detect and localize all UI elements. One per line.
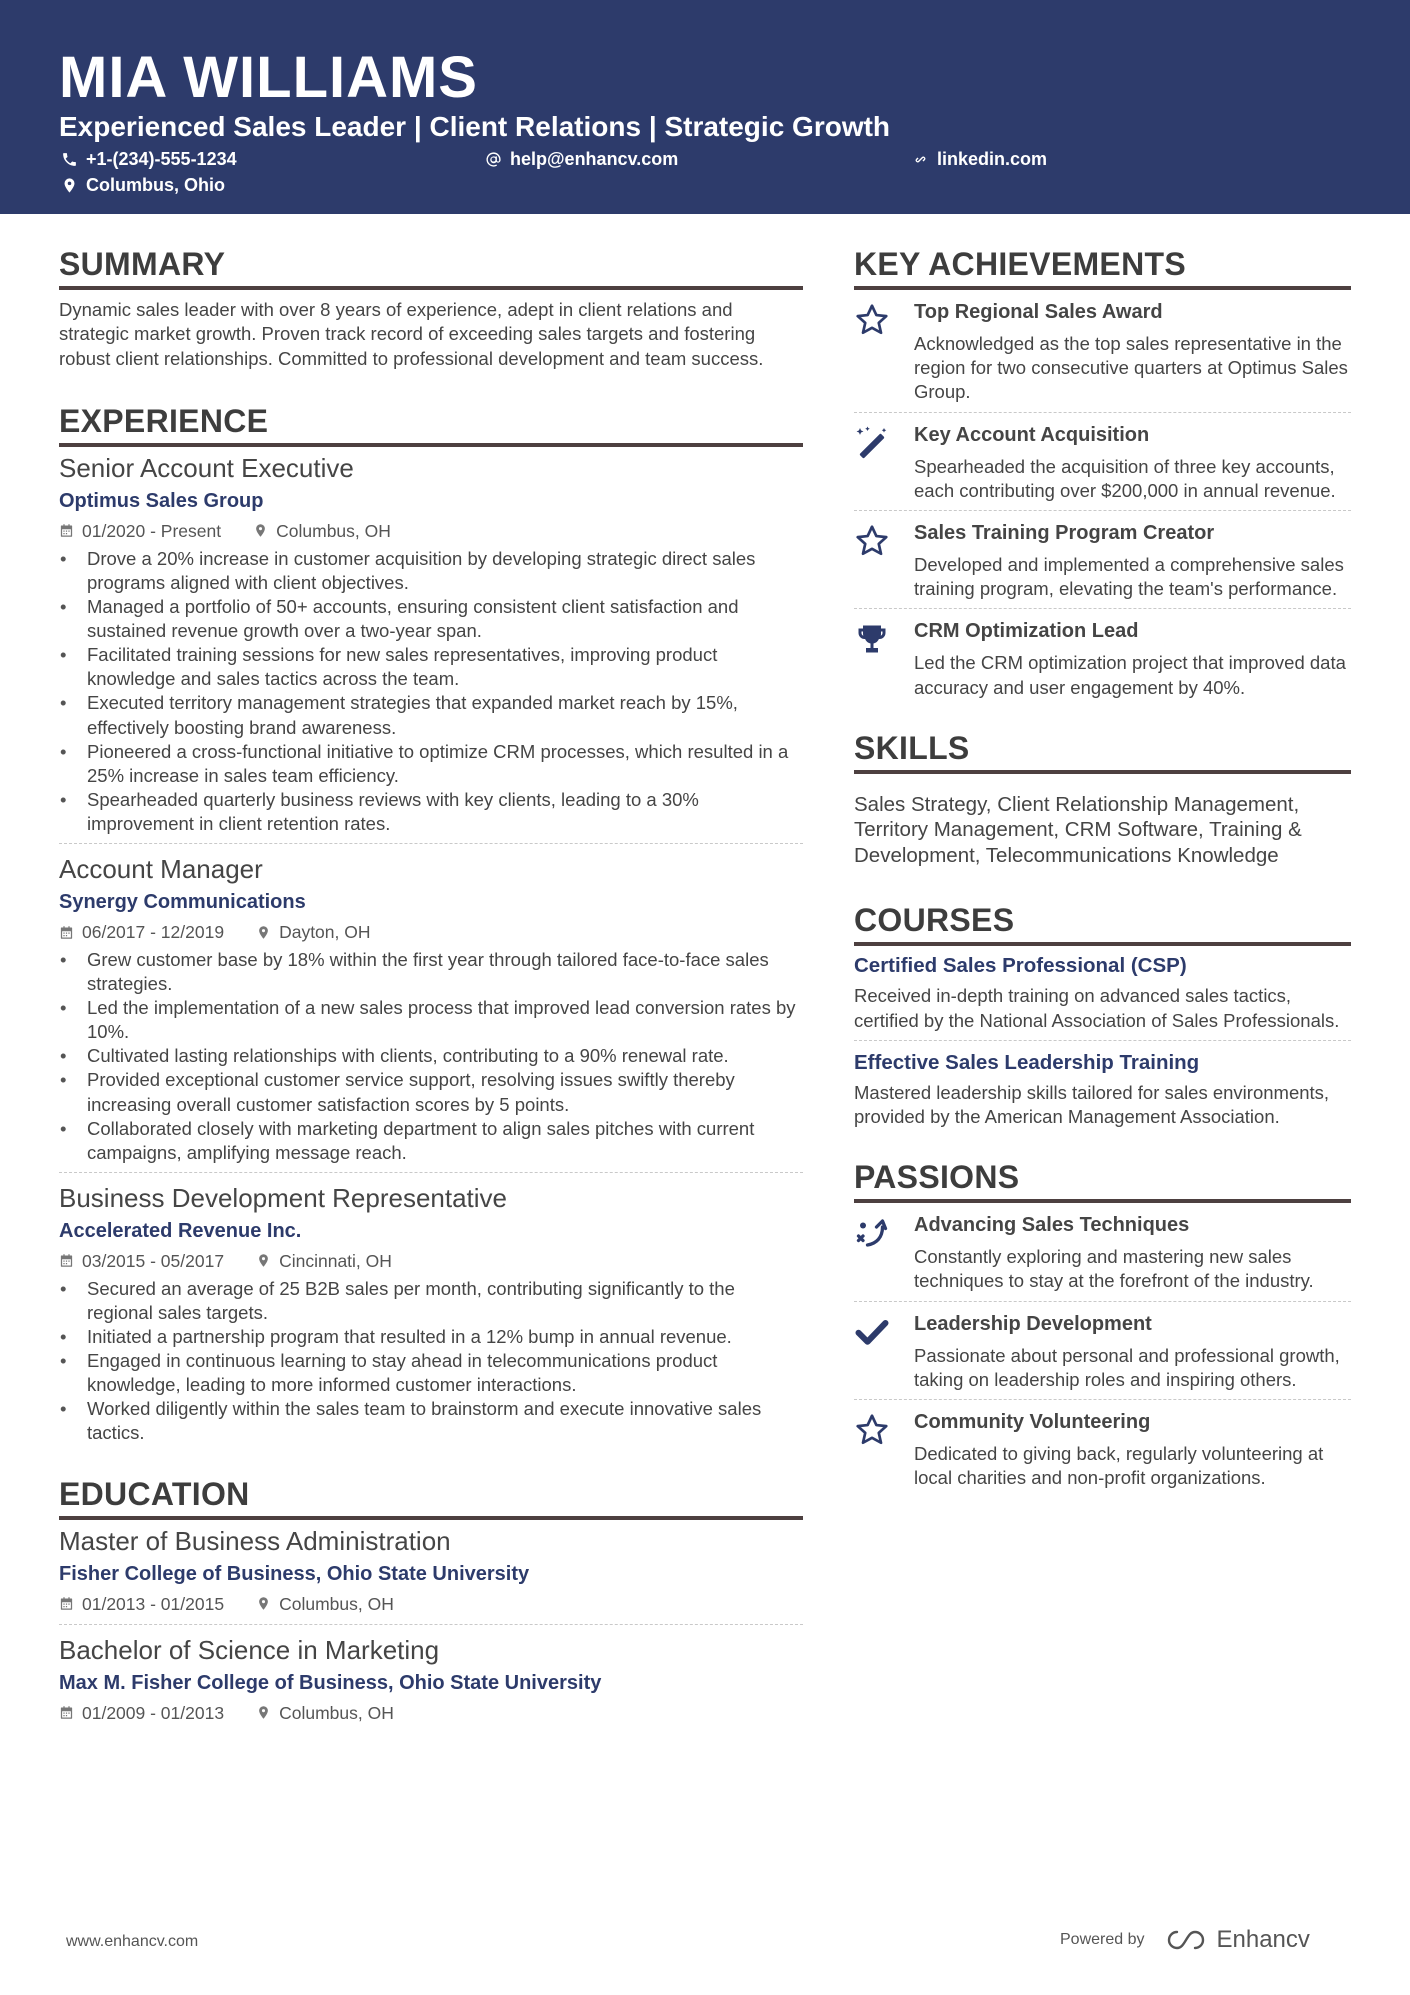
job-bullets <box>59 1277 803 1446</box>
achievement-desc: Developed and implemented a comprehensive sales training program, elevating the team's performance. <box>914 554 1344 600</box>
job-dates <box>59 920 224 944</box>
resume-header <box>0 0 1410 214</box>
strategy-icon <box>854 1215 890 1251</box>
contact-linkedin[interactable] <box>912 147 1047 171</box>
job-location <box>256 1249 392 1273</box>
education-meta <box>59 1701 803 1725</box>
section-title-summary: SUMMARY <box>59 246 226 282</box>
job-dates <box>59 519 221 543</box>
courses-section <box>854 900 1351 1129</box>
education-location <box>256 1701 394 1725</box>
location-pin-icon <box>256 925 271 940</box>
skills-text: Sales Strategy, Client Relationship Management, Territory Management, CRM Software, Training & Development, Telecommunications Knowledge <box>854 792 1302 867</box>
footer-branding <box>1060 1926 1310 1954</box>
location-pin-icon <box>61 177 78 194</box>
education-dates <box>59 1592 224 1616</box>
at-icon <box>485 151 502 168</box>
course-title: Certified Sales Professional (CSP) <box>854 954 1187 978</box>
passion-item <box>854 1310 1351 1392</box>
education-dates-text: 01/2013 - 01/2015 <box>82 1593 225 1614</box>
bullet-item: • Managed a portfolio of 50+ accounts, ensuring consistent client satisfaction and sustained revenue growth over a two-year span. <box>59 595 803 643</box>
section-divider <box>854 942 1351 946</box>
right-column <box>854 244 1351 1490</box>
education-dates <box>59 1701 224 1725</box>
job-location <box>256 920 370 944</box>
education-section <box>59 1474 803 1725</box>
phone-text: +1-(234)-555-1234 <box>86 149 237 169</box>
achievement-icon <box>854 298 914 405</box>
bullet-item: • Pioneered a cross-functional initiative to optimize CRM processes, which resulted in a 25% increase in sales team efficiency. <box>59 740 803 788</box>
section-title-courses: COURSES <box>854 902 1015 939</box>
passion-desc: Dedicated to giving back, regularly volunteering at local charities and non-profit organizations. <box>914 1442 1324 1489</box>
entry-divider <box>59 1172 803 1173</box>
course-title: Effective Sales Leadership Training <box>854 1050 1200 1074</box>
powered-by-label: Powered by <box>1060 1931 1145 1948</box>
course-item <box>854 1049 1351 1129</box>
summary-section <box>59 244 803 371</box>
location-pin-icon <box>253 523 268 538</box>
bullet-item: • Collaborated closely with marketing department to align sales pitches with current campaigns, amplifying message reach. <box>59 1117 803 1165</box>
achievement-title: Key Account Acquisition <box>914 423 1150 446</box>
link-icon <box>912 151 929 168</box>
bullet-item: • Drove a 20% increase in customer acquisition by developing strategic direct sales programs aligned with client objectives. <box>59 547 803 595</box>
star-icon <box>854 302 890 338</box>
job-dates-text: 06/2017 - 12/2019 <box>82 922 225 943</box>
achievements-section <box>854 244 1351 700</box>
bullet-item: • Provided exceptional customer service support, resolving issues swiftly thereby increasing overall customer satisfaction scores by 5 points. <box>59 1068 803 1116</box>
achievement-title: Top Regional Sales Award <box>914 301 1163 323</box>
bullet-item: • Cultivated lasting relationships with clients, contributing to a 90% renewal rate. <box>59 1044 803 1068</box>
achievement-desc: Spearheaded the acquisition of three key accounts, each contributing over $200,000 in annual revenue. <box>914 455 1336 501</box>
job-title: Business Development Representative <box>59 1182 508 1213</box>
school-name: Fisher College of Business, Ohio State University <box>59 1562 530 1585</box>
entry-divider <box>59 843 803 844</box>
education-location-text: Columbus, OH <box>279 1702 394 1723</box>
achievement-item <box>854 298 1351 405</box>
entry-divider <box>59 1624 803 1625</box>
experience-entry <box>59 1181 803 1446</box>
star-icon <box>854 1412 890 1448</box>
bullet-item: • Facilitated training sessions for new sales representatives, improving product knowledge and sales tactics across the team. <box>59 643 803 691</box>
section-title-experience: EXPERIENCE <box>59 402 269 439</box>
section-divider <box>59 286 803 290</box>
section-divider <box>59 1516 803 1520</box>
course-desc: Received in-depth training on advanced sales tactics, certified by the National Association of Sales Professionals. <box>854 985 1340 1031</box>
passion-title: Advancing Sales Techniques <box>914 1214 1190 1237</box>
left-column <box>59 244 803 1725</box>
passion-title: Leadership Development <box>914 1312 1152 1335</box>
footer-website[interactable]: www.enhancv.com <box>66 1933 199 1950</box>
job-dates <box>59 1249 224 1273</box>
contact-email[interactable] <box>485 147 678 171</box>
contact-phone[interactable] <box>61 147 237 171</box>
trophy-icon <box>854 621 890 657</box>
passion-item <box>854 1408 1351 1490</box>
linkedin-text: linkedin.com <box>937 149 1048 169</box>
calendar-icon <box>59 1253 74 1268</box>
summary-text: Dynamic sales leader with over 8 years of experience, adept in client relations and strategic market growth. Proven track record of exceeding sales targets and fostering robust client relationships. Committed to professional development and team success. <box>59 299 764 369</box>
email-text: help@enhancv.com <box>510 149 679 169</box>
education-meta <box>59 1592 803 1616</box>
entry-divider <box>854 608 1351 609</box>
enhancv-logo[interactable] <box>1163 1926 1310 1954</box>
job-location-text: Columbus, OH <box>276 520 391 541</box>
achievement-desc: Acknowledged as the top sales representative in the region for two consecutive quarters at Optimus Sales Group. <box>914 333 1348 403</box>
passion-title: Community Volunteering <box>914 1410 1151 1433</box>
bullet-item: • Worked diligently within the sales team to brainstorm and execute innovative sales tactics. <box>59 1397 803 1445</box>
entry-divider <box>854 1399 1351 1400</box>
passion-icon <box>854 1408 914 1490</box>
section-divider <box>854 770 1351 774</box>
degree-title: Master of Business Administration <box>59 1525 451 1556</box>
phone-icon <box>61 151 78 168</box>
company-name: Accelerated Revenue Inc. <box>59 1219 302 1242</box>
company-name: Optimus Sales Group <box>59 489 264 512</box>
achievement-title: CRM Optimization Lead <box>914 620 1139 643</box>
achievement-icon <box>854 617 914 699</box>
brand-name: Enhancv <box>1216 1926 1310 1953</box>
job-dates-text: 03/2015 - 05/2017 <box>82 1250 225 1271</box>
education-location-text: Columbus, OH <box>279 1593 394 1614</box>
passion-desc: Constantly exploring and mastering new sales techniques to stay at the forefront of the industry. <box>914 1246 1314 1292</box>
bullet-item: • Grew customer base by 18% within the first year through tailored face-to-face sales strategies. <box>59 948 803 996</box>
bullet-item: • Secured an average of 25 B2B sales per month, contributing significantly to the regional sales targets. <box>59 1277 803 1325</box>
calendar-icon <box>59 1705 74 1720</box>
entry-divider <box>854 1301 1351 1302</box>
education-entry <box>59 1633 803 1725</box>
experience-section <box>59 401 803 1446</box>
achievement-title: Sales Training Program Creator <box>914 522 1215 545</box>
entry-divider <box>854 412 1351 413</box>
location-pin-icon <box>256 1705 271 1720</box>
achievement-item <box>854 519 1351 601</box>
course-item <box>854 952 1351 1032</box>
passions-section <box>854 1157 1351 1490</box>
location-pin-icon <box>256 1596 271 1611</box>
bullet-item: • Executed territory management strategies that expanded market reach by 15%, effectively boosting brand awareness. <box>59 691 803 739</box>
section-title-education: EDUCATION <box>59 1475 250 1512</box>
job-location-text: Dayton, OH <box>279 922 371 943</box>
star-icon <box>854 523 890 559</box>
passion-item <box>854 1211 1351 1293</box>
achievement-icon <box>854 421 914 503</box>
job-bullets <box>59 547 803 836</box>
candidate-headline: Experienced Sales Leader | Client Relations | Strategic Growth <box>59 111 891 142</box>
bullet-item: • Initiated a partnership program that resulted in a 12% bump in annual revenue. <box>59 1325 803 1349</box>
job-meta <box>59 1249 803 1273</box>
education-location <box>256 1592 394 1616</box>
education-dates-text: 01/2009 - 01/2013 <box>82 1702 225 1723</box>
contact-location <box>61 173 225 197</box>
bullet-item: • Spearheaded quarterly business reviews with key clients, leading to a 30% improvement in client retention rates. <box>59 788 803 836</box>
passion-icon <box>854 1310 914 1392</box>
experience-entry <box>59 852 803 1165</box>
job-location <box>253 519 391 543</box>
location-pin-icon <box>256 1253 271 1268</box>
section-divider <box>59 443 803 447</box>
passion-desc: Passionate about personal and professional growth, taking on leadership roles and inspiring others. <box>914 1344 1340 1390</box>
school-name: Max M. Fisher College of Business, Ohio State University <box>59 1671 602 1694</box>
candidate-name: MIA WILLIAMS <box>59 45 478 110</box>
achievement-item <box>854 421 1351 503</box>
section-divider <box>854 286 1351 290</box>
entry-divider <box>854 510 1351 511</box>
education-entry <box>59 1524 803 1616</box>
bullet-item: • Led the implementation of a new sales process that improved lead conversion rates by 10%. <box>59 996 803 1044</box>
entry-divider <box>854 1040 1351 1041</box>
calendar-icon <box>59 523 74 538</box>
achievement-icon <box>854 519 914 601</box>
job-bullets <box>59 948 803 1165</box>
skills-section <box>854 728 1351 869</box>
calendar-icon <box>59 925 74 940</box>
magic-wand-icon <box>854 425 890 461</box>
achievement-item <box>854 617 1351 699</box>
checkmark-icon <box>854 1314 890 1350</box>
job-meta <box>59 920 803 944</box>
degree-title: Bachelor of Science in Marketing <box>59 1634 440 1665</box>
section-title-achievements: KEY ACHIEVEMENTS <box>854 246 1186 282</box>
job-meta <box>59 519 803 543</box>
job-dates-text: 01/2020 - Present <box>82 520 222 541</box>
bullet-item: • Engaged in continuous learning to stay ahead in telecommunications product knowledge, leading to more informed customer interactions. <box>59 1349 803 1397</box>
job-location-text: Cincinnati, OH <box>279 1250 392 1271</box>
job-title: Account Manager <box>59 854 263 885</box>
experience-entry <box>59 451 803 836</box>
calendar-icon <box>59 1596 74 1611</box>
enhancv-logo-icon <box>1163 1928 1209 1952</box>
job-title: Senior Account Executive <box>59 452 354 483</box>
location-text: Columbus, Ohio <box>86 175 225 195</box>
section-title-passions: PASSIONS <box>854 1159 1020 1196</box>
course-desc: Mastered leadership skills tailored for sales environments, provided by the American Management Association. <box>854 1081 1330 1127</box>
section-title-skills: SKILLS <box>854 729 970 766</box>
section-divider <box>854 1199 1351 1203</box>
passion-icon <box>854 1211 914 1293</box>
achievement-desc: Led the CRM optimization project that improved data accuracy and user engagement by 40%. <box>914 652 1346 698</box>
company-name: Synergy Communications <box>59 891 306 914</box>
